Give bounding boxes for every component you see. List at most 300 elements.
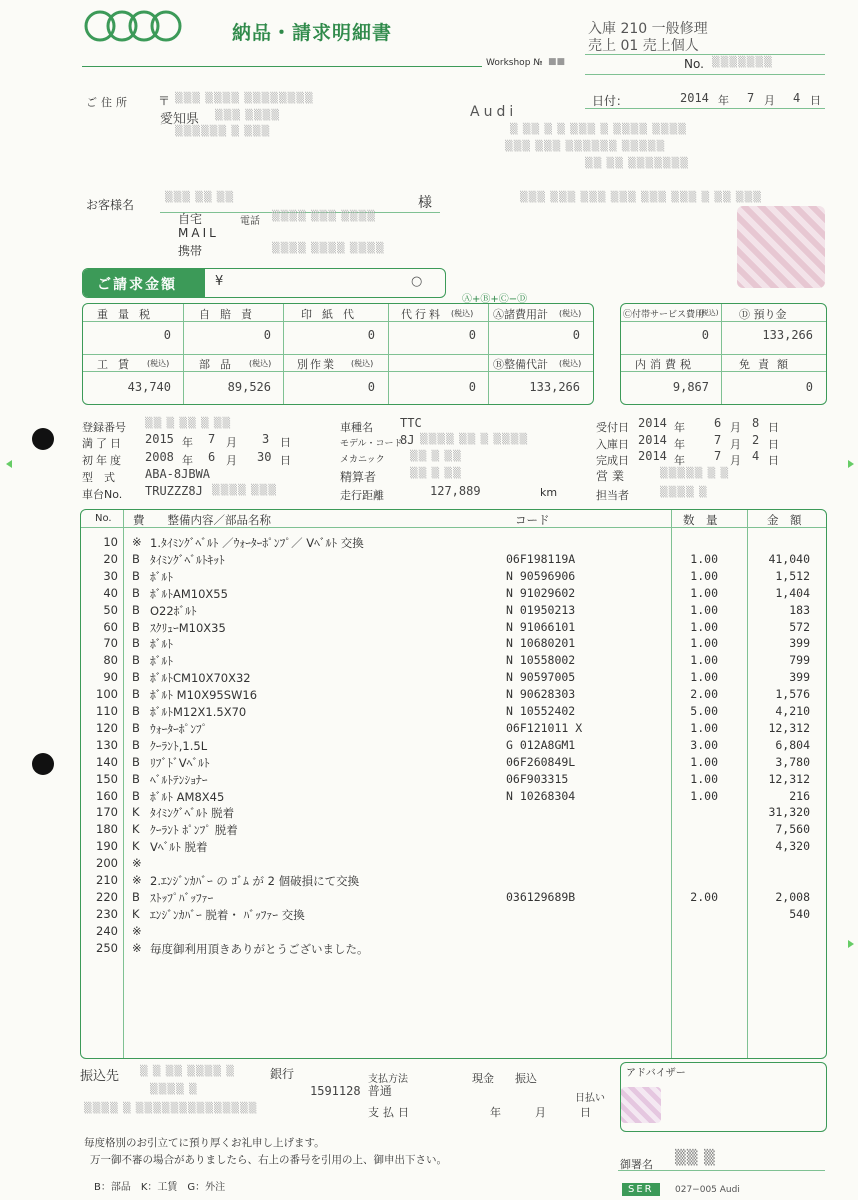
row-type: B bbox=[132, 551, 140, 566]
row-amount: 12,312 bbox=[768, 720, 810, 735]
dealer-name: Audi bbox=[470, 104, 518, 120]
row-no: 130 bbox=[96, 737, 118, 752]
signature-value: ▒▒ ▒ bbox=[675, 1150, 716, 1166]
due-day-unit: 日 bbox=[580, 1106, 591, 1119]
row-code: N 10558002 bbox=[506, 653, 576, 668]
date-month: 7 bbox=[747, 91, 755, 105]
table-row bbox=[80, 839, 825, 854]
row-description: ﾀｲﾐﾝｸﾞﾍﾞﾙﾄ 脱着 bbox=[150, 806, 235, 821]
row-amount: 31,320 bbox=[768, 805, 810, 820]
in-year-unit: 年 bbox=[674, 438, 685, 451]
billing-amount-label: ご請求金額 bbox=[97, 277, 177, 293]
row-amount: 399 bbox=[789, 636, 810, 651]
row-description: ﾎﾞﾙﾄ M10X95SW16 bbox=[150, 688, 258, 703]
date-day: 4 bbox=[793, 91, 801, 105]
model-label: 型 式 bbox=[82, 471, 115, 484]
date-year-unit: 年 bbox=[718, 94, 729, 107]
consumption-tax-label: 内消費税 bbox=[635, 358, 695, 371]
row-code: N 01950213 bbox=[506, 602, 576, 617]
row-no: 120 bbox=[96, 720, 118, 735]
row-description: ﾎﾞﾙﾄ bbox=[150, 569, 173, 584]
row-type: ※ bbox=[132, 923, 142, 938]
row-description: ﾍﾞﾙﾄﾃﾝｼｮﾅｰ bbox=[150, 772, 208, 787]
advisor-box bbox=[620, 1062, 827, 1132]
home-label: 自宅 bbox=[178, 212, 203, 226]
in-day: 2 bbox=[752, 433, 760, 447]
table-row bbox=[80, 603, 825, 618]
table-row bbox=[80, 620, 825, 635]
row-amount: 2,008 bbox=[775, 889, 810, 904]
row-code: 06F198119A bbox=[506, 551, 576, 566]
chassis-value: TRUZZZ8J bbox=[145, 484, 203, 498]
d-deposit-value: 133,266 bbox=[762, 328, 813, 342]
invoice-no-value: ▒▒▒▒▒▒▒ bbox=[712, 57, 773, 68]
row-no: 110 bbox=[96, 704, 118, 718]
company-seal bbox=[737, 206, 825, 288]
b-tax-note: (税込) bbox=[559, 359, 582, 368]
exempt-label: 免責額 bbox=[739, 358, 796, 371]
date-year: 2014 bbox=[680, 91, 709, 105]
mileage-unit: km bbox=[540, 486, 558, 499]
row-code: N 90596906 bbox=[506, 568, 576, 583]
row-no: 60 bbox=[103, 619, 118, 634]
row-type: B bbox=[132, 889, 140, 904]
audi-rings-logo bbox=[82, 8, 186, 44]
signature-underline bbox=[618, 1170, 825, 1171]
sales-label: 営業 bbox=[596, 469, 629, 483]
table-row bbox=[80, 789, 825, 804]
row-no: 50 bbox=[103, 602, 118, 617]
row-type: B bbox=[132, 737, 140, 752]
transfer-bank-prefix: ▒ ▒ ▒▒ ▒▒▒▒ ▒ bbox=[140, 1066, 235, 1077]
row-description: ﾎﾞﾙﾄAM10X55 bbox=[150, 586, 228, 601]
edge-mark-right-2 bbox=[848, 940, 854, 948]
row-amount: 6,804 bbox=[775, 737, 810, 752]
mileage-value: 127,889 bbox=[430, 484, 481, 498]
thanks-line-2: 万一御不審の場合がありましたら、右上の番号を引用の上、御申出下さい。 bbox=[90, 1154, 447, 1166]
row-no: 230 bbox=[96, 906, 118, 921]
billing-amount-box bbox=[82, 268, 446, 298]
insurance-value: 0 bbox=[263, 328, 271, 342]
row-amount: 572 bbox=[789, 619, 810, 634]
row-type: K bbox=[132, 805, 140, 820]
table-row bbox=[80, 924, 825, 939]
address-line-2: ▒▒▒▒▒▒ ▒ ▒▒▒ bbox=[175, 126, 271, 137]
customer-honorific: 様 bbox=[418, 195, 432, 211]
bank-branch: ▒▒▒▒ ▒ bbox=[150, 1084, 198, 1095]
edge-mark-right bbox=[848, 460, 854, 468]
col-desc-header: 費 整備内容／部品名称 bbox=[133, 513, 271, 527]
row-no: 10 bbox=[103, 535, 118, 549]
phone-label: 電話 bbox=[240, 216, 260, 227]
expiry-day: 3 bbox=[262, 432, 270, 446]
mileage-label: 走行距離 bbox=[340, 489, 384, 502]
row-no: 240 bbox=[96, 923, 118, 938]
row-no: 190 bbox=[96, 839, 118, 854]
entry-underline bbox=[585, 54, 825, 55]
row-no: 140 bbox=[96, 754, 118, 769]
first-reg-label: 初年度 bbox=[82, 454, 124, 467]
row-description: ｽﾄｯﾌﾟﾊﾞｯﾌｧｰ bbox=[150, 890, 214, 905]
table-row bbox=[80, 772, 825, 787]
model-value: ABA-8JBWA bbox=[145, 467, 211, 481]
dealer-phone: ▒▒▒ ▒▒▒ ▒▒▒ ▒▒▒ ▒▒▒ ▒▒▒ ▒ ▒▒ ▒▒▒ bbox=[520, 192, 762, 203]
thanks-line-1: 毎度格別のお引立てに預り厚くお礼申し上げます。 bbox=[84, 1137, 325, 1149]
expiry-month-unit: 月 bbox=[226, 436, 237, 449]
agency-tax-note: (税込) bbox=[451, 309, 474, 318]
row-description: ﾎﾞﾙﾄM12X1.5X70 bbox=[150, 705, 247, 719]
c-service-value: 0 bbox=[701, 328, 709, 342]
row-description: ｸｰﾗﾝﾄ ﾎﾟﾝﾌﾟ 脱着 bbox=[150, 823, 238, 838]
table-row bbox=[80, 552, 825, 567]
insurance-label: 自賠責 bbox=[199, 308, 262, 321]
row-no: 180 bbox=[96, 822, 118, 837]
mechanic-label: メカニック bbox=[340, 455, 385, 465]
stamp-label: 印紙代 bbox=[301, 308, 364, 321]
cost-grid-right bbox=[620, 303, 827, 405]
footer-ser-badge: SER bbox=[622, 1183, 660, 1196]
yen-mark: ¥ bbox=[215, 274, 224, 289]
advisor-stamp bbox=[621, 1087, 661, 1123]
mobile-label: 携帯 bbox=[178, 244, 203, 258]
row-quantity: 1.00 bbox=[690, 585, 718, 600]
row-amount: 1,404 bbox=[775, 585, 810, 600]
received-day-unit: 日 bbox=[768, 421, 779, 434]
row-quantity: 1.00 bbox=[690, 754, 718, 769]
row-amount: 7,560 bbox=[775, 822, 810, 837]
row-description: ｴﾝｼﾞﾝｶﾊﾞｰ 脱着・ ﾊﾞｯﾌｧｰ 交換 bbox=[150, 907, 305, 922]
row-description: 1.ﾀｲﾐﾝｸﾞﾍﾞﾙﾄ ／ｳｫｰﾀｰﾎﾟﾝﾌﾟ／ Vﾍﾞﾙﾄ 交換 bbox=[150, 536, 364, 550]
accountant-label: 精算者 bbox=[340, 470, 377, 484]
row-amount: 399 bbox=[789, 670, 810, 685]
table-row bbox=[80, 907, 825, 922]
row-code: N 10680201 bbox=[506, 636, 576, 651]
transfer-label: 振込先 bbox=[80, 1069, 120, 1084]
address-line-1-rest: ▒▒▒ ▒▒▒▒ bbox=[215, 110, 281, 121]
table-row bbox=[80, 636, 825, 651]
row-type: ※ bbox=[132, 535, 142, 549]
model-code-label: モデル・コード bbox=[340, 439, 403, 449]
in-date-label: 入庫日 bbox=[596, 438, 629, 451]
car-name-label: 車種名 bbox=[340, 421, 373, 434]
row-no: 30 bbox=[103, 568, 118, 583]
table-row bbox=[80, 890, 825, 905]
footer-form-code: 027−005 Audi bbox=[675, 1185, 740, 1195]
received-year-unit: 年 bbox=[674, 421, 685, 434]
c-service-label: Ⓒ付帯サービス費用 bbox=[623, 310, 705, 320]
row-code: 036129689B bbox=[506, 889, 576, 904]
row-no: 150 bbox=[96, 771, 118, 786]
address-line-1: 愛知県 bbox=[160, 112, 200, 127]
b-total-label: Ⓑ整備代計 bbox=[493, 358, 548, 371]
first-reg-day: 30 bbox=[257, 450, 272, 464]
other-work-value: 0 bbox=[367, 380, 375, 394]
table-row bbox=[80, 653, 825, 668]
mechanic-value: ▒▒ ▒ ▒▒ bbox=[410, 451, 462, 462]
row-no: 80 bbox=[103, 653, 118, 668]
done-year: 2014 bbox=[638, 449, 667, 463]
signature-label: 御署名 bbox=[620, 1158, 653, 1171]
chassis-label: 車台No. bbox=[82, 488, 123, 501]
table-row bbox=[80, 704, 825, 719]
received-date-label: 受付日 bbox=[596, 421, 629, 434]
row-description: ｳｫｰﾀｰﾎﾟﾝﾌﾟ bbox=[150, 721, 208, 736]
row-no: 70 bbox=[103, 636, 118, 651]
row-no: 40 bbox=[103, 585, 118, 600]
received-month: 6 bbox=[714, 416, 722, 430]
row-description: ﾎﾞﾙﾄCM10X70X32 bbox=[150, 671, 251, 686]
expiry-month: 7 bbox=[208, 432, 216, 446]
a-total-value: 0 bbox=[572, 328, 580, 342]
row-type: B bbox=[132, 754, 140, 769]
invoice-no-label: No. bbox=[684, 57, 704, 71]
row-amount: 540 bbox=[789, 906, 810, 921]
expiry-day-unit: 日 bbox=[280, 436, 291, 449]
row-description: 2.ｴﾝｼﾞﾝｶﾊﾞｰ の ｺﾞﾑ が 2 個破損にて交換 bbox=[150, 874, 360, 888]
row-no: 90 bbox=[103, 670, 118, 685]
parts-label: 部品 bbox=[199, 358, 241, 371]
parts-value: 89,526 bbox=[227, 380, 271, 394]
a-tax-note: (税込) bbox=[559, 309, 582, 318]
postal-prefix: 〒 bbox=[158, 94, 171, 108]
table-row bbox=[80, 822, 825, 837]
row-code: G 012A8GM1 bbox=[506, 737, 576, 752]
transfer-method: 振込 bbox=[515, 1072, 537, 1085]
row-no: 20 bbox=[103, 551, 118, 566]
hole-punch-top bbox=[32, 428, 54, 450]
row-code: N 91029602 bbox=[506, 585, 576, 600]
table-row bbox=[80, 535, 825, 550]
mobile-value: ▒▒▒▒ ▒▒▒▒ ▒▒▒▒ bbox=[272, 243, 385, 254]
consumption-tax-value: 9,867 bbox=[672, 380, 709, 394]
first-reg-day-unit: 日 bbox=[280, 454, 291, 467]
table-row bbox=[80, 755, 825, 770]
row-type: K bbox=[132, 839, 140, 854]
row-quantity: 1.00 bbox=[690, 619, 718, 634]
advisor-label: アドバイザー bbox=[624, 1064, 688, 1079]
hole-punch-bottom bbox=[32, 753, 54, 775]
b-total-value: 133,266 bbox=[529, 380, 580, 394]
payment-method-label: 支払方法 bbox=[368, 1074, 408, 1085]
col-qty-header: 数 量 bbox=[683, 513, 718, 527]
c-tax-note: (税込) bbox=[699, 309, 719, 317]
first-reg-month-unit: 月 bbox=[226, 454, 237, 467]
row-description: ﾎﾞﾙﾄ bbox=[150, 654, 173, 669]
model-code-value: 8J bbox=[400, 433, 415, 447]
row-quantity: 1.00 bbox=[690, 653, 718, 668]
invoice-no-underline bbox=[585, 74, 825, 75]
due-year-unit: 年 bbox=[490, 1106, 501, 1119]
weight-tax-value: 0 bbox=[163, 328, 171, 342]
row-code: N 90597005 bbox=[506, 670, 576, 685]
row-quantity: 3.00 bbox=[690, 737, 718, 752]
expiry-label: 満了日 bbox=[82, 437, 124, 450]
other-work-label: 別作業 bbox=[297, 358, 336, 371]
row-quantity: 1.00 bbox=[690, 788, 718, 803]
row-quantity: 1.00 bbox=[690, 720, 718, 735]
customer-name-value: ▒▒▒ ▒▒ ▒▒ bbox=[165, 192, 235, 203]
stamp-value: 0 bbox=[367, 328, 375, 342]
row-amount: 183 bbox=[789, 602, 810, 617]
expiry-year-unit: 年 bbox=[182, 436, 193, 449]
row-quantity: 1.00 bbox=[690, 670, 718, 685]
bank-name: 銀行 bbox=[270, 1067, 295, 1081]
row-description: O22ﾎﾞﾙﾄ bbox=[150, 603, 197, 618]
row-code: N 90628303 bbox=[506, 687, 576, 702]
received-day: 8 bbox=[752, 416, 760, 430]
in-month-unit: 月 bbox=[730, 438, 741, 451]
row-quantity: 1.00 bbox=[690, 771, 718, 786]
row-type: B bbox=[132, 653, 140, 668]
row-type: B bbox=[132, 602, 140, 617]
home-phone-value: ▒▒▒▒ ▒▒▒ ▒▒▒▒ bbox=[272, 211, 376, 222]
edge-mark-left bbox=[6, 460, 12, 468]
row-type: B bbox=[132, 636, 140, 651]
row-no: 200 bbox=[96, 856, 118, 871]
row-quantity: 2.00 bbox=[690, 889, 718, 904]
row-type: ※ bbox=[132, 856, 142, 871]
other-work-tax-note: (税込) bbox=[351, 359, 374, 368]
row-description: ｽｸﾘｭｰM10X35 bbox=[150, 620, 226, 635]
d-deposit-label: Ⓓ 預り金 bbox=[739, 308, 787, 321]
table-row bbox=[80, 873, 825, 888]
date-day-unit: 日 bbox=[810, 94, 821, 107]
date-underline bbox=[585, 108, 825, 109]
in-month: 7 bbox=[714, 433, 722, 447]
agency-label: 代行料 bbox=[401, 308, 443, 321]
labor-value: 43,740 bbox=[127, 380, 171, 394]
table-row bbox=[80, 941, 825, 956]
row-amount: 799 bbox=[789, 653, 810, 668]
cash-label: 現金 bbox=[472, 1072, 494, 1085]
dealer-detail-1: ▒ ▒▒ ▒ ▒ ▒▒▒ ▒ ▒▒▒▒ ▒▒▒▒ bbox=[510, 124, 687, 135]
done-day: 4 bbox=[752, 449, 760, 463]
row-type: K bbox=[132, 822, 140, 837]
row-code: 06F260849L bbox=[506, 754, 576, 769]
car-name-value: TTC bbox=[400, 416, 422, 430]
row-amount: 1,512 bbox=[775, 568, 810, 583]
entry-line-2: 売上 01 売上個人 bbox=[588, 38, 699, 54]
dealer-detail-3: ▒▒ ▒▒ ▒▒▒▒▒▒▒ bbox=[585, 158, 689, 169]
table-row bbox=[80, 805, 825, 820]
row-no: 160 bbox=[96, 788, 118, 803]
document-title: 納品・請求明細書 bbox=[232, 22, 393, 44]
row-description: ﾀｲﾐﾝｸﾞﾍﾞﾙﾄｷｯﾄ bbox=[150, 552, 225, 567]
due-month-unit: 月 bbox=[535, 1106, 546, 1119]
sales-value: ▒▒▒▒▒ ▒ ▒ bbox=[660, 468, 730, 479]
first-reg-year-unit: 年 bbox=[182, 454, 193, 467]
dealer-detail-2: ▒▒▒ ▒▒▒ ▒▒▒▒▒▒ ▒▒▒▒▒ bbox=[505, 141, 666, 152]
postal-code: ▒▒▒ ▒▒▒▒ ▒▒▒▒▒▒▒▒ bbox=[175, 93, 314, 104]
row-amount: 3,780 bbox=[775, 754, 810, 769]
account-holder: ▒▒▒▒ ▒ ▒▒▒▒▒▒▒▒▒▒▒▒▒▒ bbox=[84, 1103, 258, 1114]
row-amount: 4,320 bbox=[775, 839, 810, 854]
row-description: ﾎﾞﾙﾄ bbox=[150, 637, 173, 652]
row-amount: 1,576 bbox=[775, 687, 810, 702]
first-reg-year: 2008 bbox=[145, 450, 174, 464]
row-description: 毎度御利用頂きありがとうございました。 bbox=[150, 941, 369, 956]
row-quantity: 1.00 bbox=[690, 636, 718, 651]
table-row bbox=[80, 670, 825, 685]
first-reg-month: 6 bbox=[208, 450, 216, 464]
accountant-value: ▒▒ ▒ ▒▒ bbox=[410, 468, 462, 479]
in-day-unit: 日 bbox=[768, 438, 779, 451]
row-type: K bbox=[132, 906, 140, 921]
row-type: B bbox=[132, 670, 140, 685]
row-no: 220 bbox=[96, 889, 118, 904]
done-year-unit: 年 bbox=[674, 454, 685, 467]
parts-tax-note: (税込) bbox=[249, 359, 272, 368]
row-description: ﾘﾌﾞﾄﾞVﾍﾞﾙﾄ bbox=[150, 755, 210, 770]
labor-label: 工賃 bbox=[97, 358, 139, 371]
reg-number-label: 登録番号 bbox=[82, 421, 126, 434]
address-label: ご住所 bbox=[86, 96, 131, 109]
table-row bbox=[80, 586, 825, 601]
row-type: B bbox=[132, 585, 140, 600]
row-amount: 12,312 bbox=[768, 771, 810, 786]
received-month-unit: 月 bbox=[730, 421, 741, 434]
model-code-rest: ▒▒▒▒ ▒▒ ▒ ▒▒▒▒ bbox=[420, 434, 529, 445]
row-type: ※ bbox=[132, 940, 142, 955]
entry-line-1: 入庫 210 一般修理 bbox=[588, 21, 708, 37]
workshop-value: ■■ bbox=[548, 57, 566, 67]
account-number: 1591128 普通 bbox=[310, 1084, 392, 1098]
col-no-header: No. bbox=[95, 513, 112, 524]
reg-number-value: ▒▒ ▒ ▒▒ ▒ ▒▒ bbox=[145, 418, 232, 429]
in-year: 2014 bbox=[638, 433, 667, 447]
row-no: 170 bbox=[96, 805, 118, 820]
row-type: B bbox=[132, 720, 140, 735]
staff-label: 担当者 bbox=[596, 489, 629, 502]
row-no: 250 bbox=[96, 940, 118, 955]
col-amount-header: 金 額 bbox=[767, 513, 802, 527]
row-type: B bbox=[132, 771, 140, 786]
done-month-unit: 月 bbox=[730, 454, 741, 467]
col-code-header: コード bbox=[515, 513, 550, 527]
row-type: B bbox=[132, 619, 140, 634]
row-amount: 4,210 bbox=[775, 704, 810, 718]
installment-label: 日払い bbox=[575, 1093, 605, 1104]
payment-due-label: 支払日 bbox=[368, 1106, 413, 1119]
cost-grid-left bbox=[82, 303, 594, 405]
row-type: B bbox=[132, 568, 140, 583]
date-label: 日付： bbox=[592, 94, 629, 108]
row-quantity: 1.00 bbox=[690, 568, 718, 583]
mail-label: MAIL bbox=[178, 226, 219, 240]
row-quantity: 2.00 bbox=[690, 687, 718, 702]
done-day-unit: 日 bbox=[768, 454, 779, 467]
row-quantity: 1.00 bbox=[690, 551, 718, 566]
title-underline bbox=[82, 66, 482, 67]
row-code: N 10268304 bbox=[506, 788, 576, 803]
row-type: B bbox=[132, 687, 140, 702]
table-row bbox=[80, 738, 825, 753]
received-year: 2014 bbox=[638, 416, 667, 430]
exempt-value: 0 bbox=[805, 380, 813, 394]
billing-formula: Ⓐ+Ⓑ+Ⓒ−Ⓓ bbox=[462, 294, 528, 305]
row-no: 210 bbox=[96, 873, 118, 887]
staff-value: ▒▒▒▒ ▒ bbox=[660, 487, 708, 498]
table-row bbox=[80, 721, 825, 736]
date-month-unit: 月 bbox=[764, 94, 775, 107]
amount-end-mark: ○ bbox=[411, 274, 423, 289]
table-row bbox=[80, 687, 825, 702]
table-row bbox=[80, 856, 825, 871]
row-code: N 91066101 bbox=[506, 619, 576, 634]
row-code: N 10552402 bbox=[506, 704, 576, 718]
row-code: 06F903315 bbox=[506, 771, 569, 786]
blank-cost-value: 0 bbox=[468, 380, 476, 394]
